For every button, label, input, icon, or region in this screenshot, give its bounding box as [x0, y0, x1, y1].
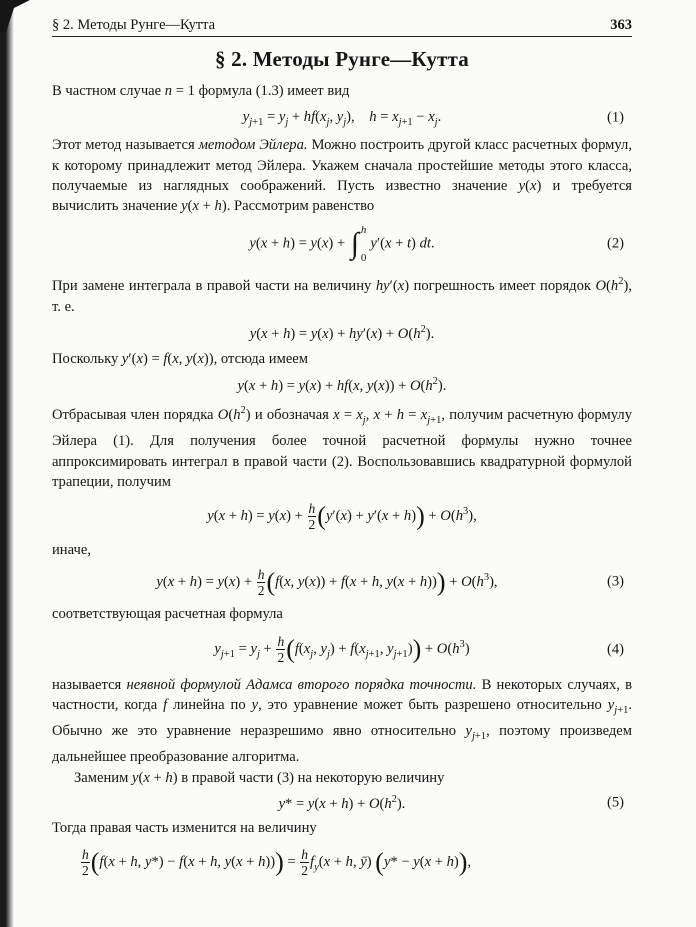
equation-4: $y_{j+1} = y_j$ + $\frac{h}{2}$ ($f(x_j$, $y_j) + f(x_{j+1}$, $y_{j+1})) + O(h^3)$ (4) [214, 634, 624, 666]
equation-number: (1) [606, 109, 624, 126]
equation-5: $y* = y(x + h) + O(h^2)$. (5) [278, 793, 624, 812]
equation-number: (2) [606, 235, 624, 252]
running-title: § 2. Методы Рунге—Кутта [52, 17, 216, 33]
running-header [52, 12, 632, 37]
equation-unnumbered-3: y(x + h) = y(x) + $\frac{h}{2}$ $(y'(x) + y'(x + h)) + O(h^3)$, [207, 500, 477, 532]
equation-number: (4) [606, 641, 624, 658]
equation-unnumbered-2: y(x + h) = y(x) + hf(x, $y(x)) + O(h^2)$. [237, 375, 447, 394]
paragraph-3: При замене интеграла в правой части на величину hy′(x) погрешность имеет порядок $O(h^2)$, т. е. [52, 276, 632, 315]
term-euler-method: методом Эйлера. [198, 137, 308, 154]
paragraph-2: Этот метод называется методом Эйлера. Можно построить другой класс расчетных формул, к которому принадлежит метод Эйлера. Укажем сначала простейшие методы этого класса, получаемые из наглядных соображений. Пусть известно значение y(x) и требуется вычислить значение y(x + h). Рассмотрим равенство [52, 137, 633, 215]
binding-shadow [0, 0, 14, 927]
equation-unnumbered-4: $\frac{h}{2}$ (f(x + h, y*) − f(x + h, y(x + h))) = $\frac{h}{2}$ $f_y(x + h$, ȳ) (y* − y(x + h)), [82, 846, 472, 878]
paragraph-8: называется неявной формулой Адамса второго порядка точности. В некоторых случаях, в частности, когда f линейна по y, это уравнение может быть разрешено относительно $y_{j+1}$. Обычно же это уравнение неразрешимо явно относительно $y_{j+1}$, поэтому произведем дальнейшее преобразование алгоритма. [52, 676, 633, 766]
equation-number: (3) [606, 573, 624, 590]
paragraph-1: В частном случае n = 1 формула (1.3) имеет вид [52, 83, 350, 99]
equation-1: $y_{j+1} = y_j + hf(x_j$, $y_j$), $h = x_{j+1} - x_j$. (1) [242, 108, 624, 128]
paragraph-10: Тогда правая часть изменится на величину [52, 820, 317, 837]
equation-unnumbered-1: $y(x + h) = y(x) + hy'(x) + O(h^2)$. [249, 323, 435, 342]
equation-number: (5) [606, 794, 624, 811]
section-title: § 2. Методы Рунге—Кутта [214, 47, 470, 71]
equation-2: y(x + h) = y(x) + ∫ h 0 y′(x + t) dt. (2) [249, 224, 624, 265]
paragraph-9: Заменим y(x + h) в правой части (3) на некоторую величину [74, 769, 445, 786]
page-number: 363 [610, 17, 632, 33]
term-adams-formula: неявной формулой Адамса второго порядка точности. [126, 676, 477, 693]
equation-3: y(x + h) = y(x) + $\frac{h}{2}$ (f(x, y(x)) + f(x + h, $y(x + h))) + O(h^3)$, (3) [156, 566, 624, 598]
book-page [52, 12, 632, 886]
paragraph-4: Поскольку y′(x) = f(x, y(x)), отсюда имеем [52, 350, 309, 367]
paragraph-6: иначе, [52, 542, 91, 559]
paragraph-5: Отбрасывая член порядка $O(h^2)$ и обозначая $x = x_j$, $x + h = x_{j+1}$, получим расчетную формулу Эйлера (1). Для получения более точной расчетной формулы нужно точнее аппроксимировать интеграл в правой части (2). Воспользовавшись квадратурной формулой трапеции, получим [52, 405, 632, 490]
paragraph-7: соответствующая расчетная формула [52, 606, 283, 623]
binding-corner-mark [0, 0, 30, 32]
